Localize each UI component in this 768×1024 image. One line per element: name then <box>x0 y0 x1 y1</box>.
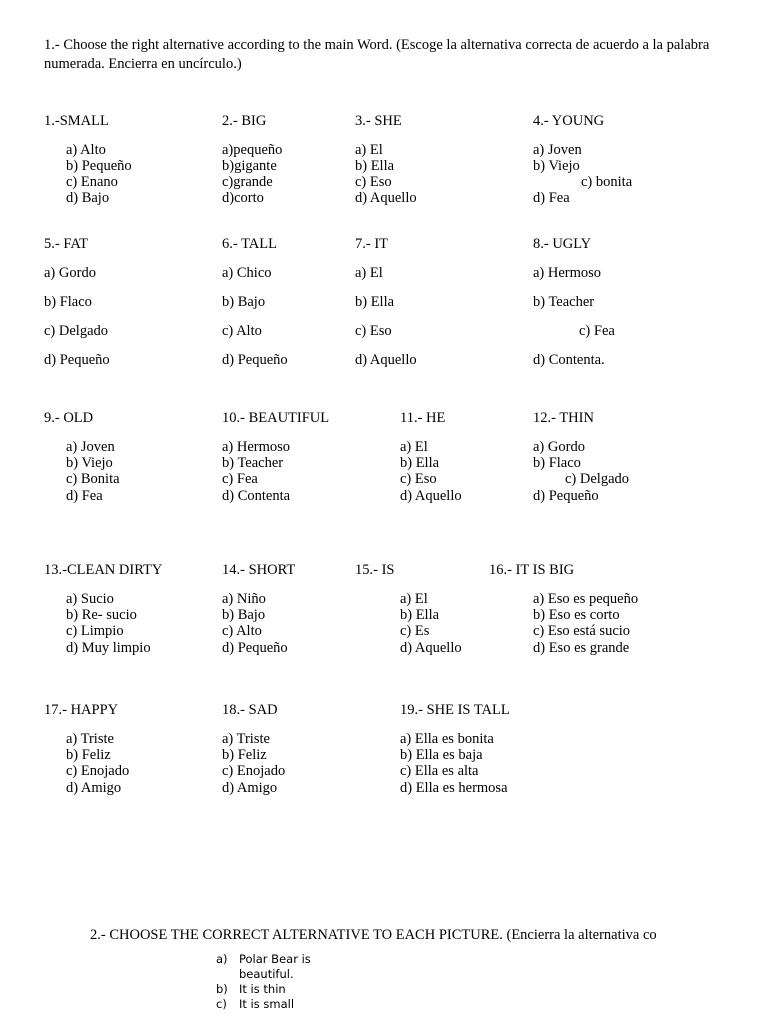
question-title: 6.- TALL <box>222 236 277 252</box>
answer-option[interactable]: c) Eso <box>355 174 392 190</box>
answer-option[interactable]: a) Triste <box>222 731 270 747</box>
answer-option[interactable]: c) Delgado <box>44 323 109 339</box>
answer-option[interactable]: d) Pequeño <box>533 488 599 504</box>
answer-option[interactable]: b) Teacher <box>533 294 595 310</box>
answer-option[interactable]: a) El <box>355 142 383 158</box>
question-title: 10.- BEAUTIFUL <box>222 410 330 426</box>
question-title: 13.-CLEAN DIRTY <box>44 562 163 578</box>
answer-option[interactable]: c) Fea <box>222 471 258 487</box>
answer-option[interactable]: c) Eso <box>400 471 437 487</box>
picture-options <box>216 952 311 1012</box>
answer-option[interactable]: a) Chico <box>222 265 272 281</box>
question-title: 2.- BIG <box>222 113 267 129</box>
answer-option[interactable]: a) Ella es bonita <box>400 731 494 747</box>
answer-option[interactable]: a) Gordo <box>44 265 96 281</box>
answer-option[interactable]: c) Eso <box>355 323 392 339</box>
answer-option[interactable]: d) Pequeño <box>222 640 288 656</box>
question-title: 14.- SHORT <box>222 562 296 578</box>
question-title: 16.- IT IS BIG <box>489 562 575 578</box>
answer-option[interactable]: c) Bonita <box>66 471 120 487</box>
answer-option[interactable]: a) Gordo <box>533 439 585 455</box>
answer-option[interactable]: d) Ella es hermosa <box>400 780 508 796</box>
answer-option[interactable]: a) El <box>400 439 428 455</box>
question-title: 3.- SHE <box>355 113 402 129</box>
answer-option[interactable]: a) El <box>355 265 383 281</box>
answer-option[interactable]: b) Feliz <box>66 747 111 763</box>
answer-option[interactable]: c) Delgado <box>565 471 630 487</box>
answer-option[interactable]: b) Ella <box>400 455 440 471</box>
answer-option[interactable]: d) Aquello <box>400 640 462 656</box>
answer-option[interactable]: a) Hermoso <box>222 439 291 455</box>
answer-option[interactable]: c) Enojado <box>222 763 286 779</box>
picture-option-continued: beautiful. <box>239 967 294 981</box>
picture-option[interactable]: b) It is thin <box>216 982 286 996</box>
answer-option[interactable]: b) Ella <box>355 294 395 310</box>
question-title: 1.-SMALL <box>44 113 109 129</box>
answer-option[interactable]: a) El <box>400 591 428 607</box>
answer-option[interactable]: d) Aquello <box>355 352 417 368</box>
question-title: 17.- HAPPY <box>44 702 119 718</box>
answer-option[interactable]: c) Es <box>400 623 430 639</box>
answer-option[interactable]: c) Alto <box>222 623 262 639</box>
answer-option[interactable]: b) Ella es baja <box>400 747 483 763</box>
question-title: 5.- FAT <box>44 236 89 252</box>
answer-option[interactable]: b)gigante <box>222 158 277 174</box>
answer-option[interactable]: c)grande <box>222 174 273 190</box>
answer-option[interactable]: b) Bajo <box>222 607 266 623</box>
answer-option[interactable]: b) Bajo <box>222 294 266 310</box>
answer-option[interactable]: d) Pequeño <box>44 352 110 368</box>
answer-option[interactable]: d) Aquello <box>400 488 462 504</box>
answer-option[interactable]: d) Bajo <box>66 190 110 206</box>
picture-option[interactable]: a) Polar Bear is <box>216 952 311 966</box>
answer-option[interactable]: b) Teacher <box>222 455 284 471</box>
answer-option[interactable]: b) Pequeño <box>66 158 132 174</box>
answer-option[interactable]: c) Eso está sucio <box>533 623 631 639</box>
question-title: 19.- SHE IS TALL <box>400 702 510 718</box>
answer-option[interactable]: b) Flaco <box>44 294 92 310</box>
answer-option[interactable]: c) Alto <box>222 323 262 339</box>
picture-option[interactable]: c) It is small <box>216 997 295 1011</box>
answer-option[interactable]: b) Viejo <box>533 158 580 174</box>
answer-option[interactable]: a) Niño <box>222 591 266 607</box>
answer-option[interactable]: d) Muy limpio <box>66 640 151 656</box>
answer-option[interactable]: d) Amigo <box>222 780 278 796</box>
answer-option[interactable]: c) Ella es alta <box>400 763 479 779</box>
answer-option[interactable]: a) Eso es pequeño <box>533 591 639 607</box>
answer-option[interactable]: b) Re- sucio <box>66 607 137 623</box>
answer-option[interactable]: b) Eso es corto <box>533 607 620 623</box>
question-title: 11.- HE <box>400 410 446 426</box>
question-title: 18.- SAD <box>222 702 278 718</box>
answer-option[interactable]: b) Viejo <box>66 455 113 471</box>
answer-option[interactable]: c) Fea <box>579 323 615 339</box>
answer-option[interactable]: b) Flaco <box>533 455 581 471</box>
answer-option[interactable]: c) Enano <box>66 174 118 190</box>
answer-option[interactable]: d) Fea <box>533 190 570 206</box>
answer-option[interactable]: a) Sucio <box>66 591 114 607</box>
answer-option[interactable]: b) Ella <box>400 607 440 623</box>
answer-option[interactable]: c) Limpio <box>66 623 124 639</box>
question-title: 7.- IT <box>355 236 389 252</box>
answer-option[interactable]: a) Hermoso <box>533 265 602 281</box>
answer-option[interactable]: d) Amigo <box>66 780 122 796</box>
answer-option[interactable]: b) Feliz <box>222 747 267 763</box>
answer-option[interactable]: d) Aquello <box>355 190 417 206</box>
answer-option[interactable]: a) Triste <box>66 731 114 747</box>
section1-instructions: 1.- Choose the right alternative according to the main Word. (Escoge la alternativa correcta de acuerdo a la palabra numerada. Encierra en uncírculo.) <box>44 37 710 72</box>
question-title: 4.- YOUNG <box>533 113 605 129</box>
answer-option[interactable]: d) Pequeño <box>222 352 288 368</box>
answer-option[interactable]: d) Fea <box>66 488 103 504</box>
section2-instructions: 2.- CHOOSE THE CORRECT ALTERNATIVE TO EACH PICTURE. (Encierra la alternativa co <box>90 927 657 943</box>
question-title: 15.- IS <box>355 562 395 578</box>
answer-option[interactable]: c) bonita <box>581 174 633 190</box>
answer-option[interactable]: a) Joven <box>533 142 582 158</box>
question-title: 9.- OLD <box>44 410 94 426</box>
answer-option[interactable]: b) Ella <box>355 158 395 174</box>
answer-option[interactable]: c) Enojado <box>66 763 130 779</box>
answer-option[interactable]: d) Eso es grande <box>533 640 630 656</box>
question-title: 12.- THIN <box>533 410 594 426</box>
answer-option[interactable]: d) Contenta <box>222 488 291 504</box>
answer-option[interactable]: a)pequeño <box>222 142 283 158</box>
answer-option[interactable]: a) Alto <box>66 142 106 158</box>
answer-option[interactable]: d)corto <box>222 190 264 206</box>
answer-option[interactable]: a) Joven <box>66 439 115 455</box>
question-title: 8.- UGLY <box>533 236 592 252</box>
answer-option[interactable]: d) Contenta. <box>533 352 605 368</box>
